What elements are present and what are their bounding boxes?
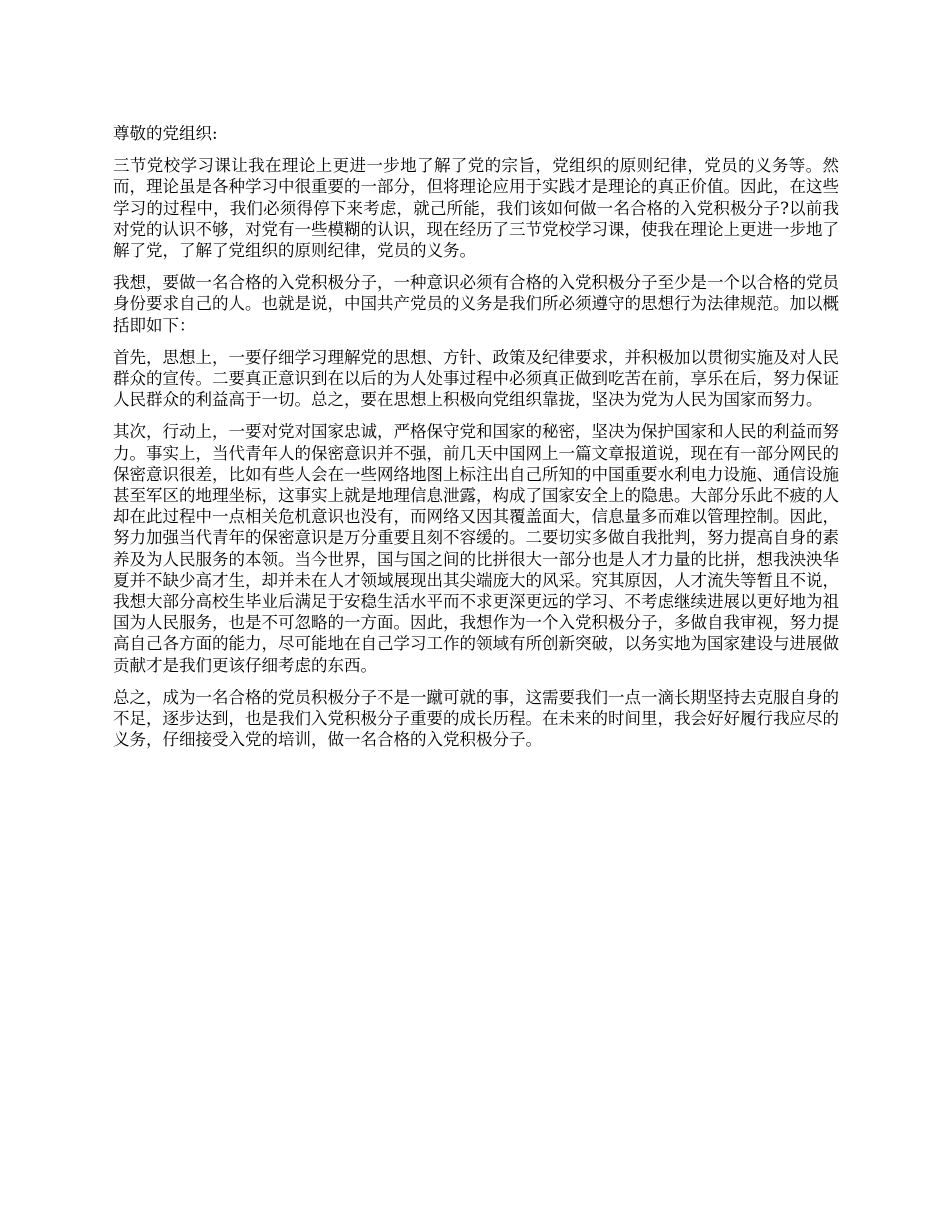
paragraph-2: 我想，要做一名合格的入党积极分子，一种意识必须有合格的入党积极分子至少是一个以合格的党员身份要求自己的人。也就是说，中国共产党员的义务是我们所必须遵守的思想行为法律规范。加以概括即如下： — [113, 273, 839, 335]
paragraph-1: 三节党校学习课让我在理论上更进一步地了解了党的宗旨，党组织的原则纪律，党员的义务等。然而，理论虽是各种学习中很重要的一部分，但将理论应用于实践才是理论的真正价值。因此，在这些学习的过程中，我们必须得停下来考虑，就己所能，我们该如何做一名合格的入党积极分子?以前我对党的认识不够，对党有一些模糊的认识，现在经历了三节党校学习课，使我在理论上更进一步地了解了党，了解了党组织的原则纪律，党员的义务。 — [113, 156, 839, 261]
salutation: 尊敬的党组织: — [113, 124, 218, 143]
paragraph-4: 其次，行动上，一要对党对国家忠诚，严格保守党和国家的秘密，坚决为保护国家和人民的利益而努力。事实上，当代青年人的保密意识并不强，前几天中国网上一篇文章报道说，现在有一部分网民的保密意识很差，比如有些人会在一些网络地图上标注出自己所知的中国重要水利电力设施、通信设施甚至军区的地理坐标，这事实上就是地理信息泄露，构成了国家安全上的隐患。大部分乐此不疲的人却在此过程中一点相关危机意识也没有，而网络又因其覆盖面大，信息量多而难以管理控制。因此，努力加强当代青年的保密意识是万分重要且刻不容缓的。二要切实多做自我批判，努力提高自身的素养及为人民服务的本领。当今世界，国与国之间的比拼很大一部分也是人才力量的比拼，想我泱泱华夏并不缺少高才生，却并未在人才领域展现出其尖端庞大的风采。究其原因，人才流失等暂且不说，我想大部分高校生毕业后满足于安稳生活水平而不求更深更远的学习、不考虑继续进展以更好地为祖国为人民服务，也是不可忽略的一方面。因此，我想作为一个入党积极分子，多做自我审视，努力提高自己各方面的能力，尽可能地在自己学习工作的领域有所创新突破，以务实地为国家建设与进展做贡献才是我们更该仔细考虑的东西。 — [113, 422, 839, 675]
paragraph-5: 总之，成为一名合格的党员积极分子不是一蹴可就的事，这需要我们一点一滴长期坚持去克服自身的不足，逐步达到，也是我们入党积极分子重要的成长历程。在未来的时间里，我会好好履行我应尽的义务，仔细接受入党的培训，做一名合格的入党积极分子。 — [113, 687, 839, 750]
paragraph-3: 首先，思想上，一要仔细学习理解党的思想、方针、政策及纪律要求，并积极加以贯彻实施及对人民群众的宣传。二要真正意识到在以后的为人处事过程中必须真正做到吃苦在前，享乐在后，努力保证人民群众的利益高于一切。总之，要在思想上积极向党组织靠拢，坚决为党为人民为国家而努力。 — [113, 347, 839, 410]
document-page — [113, 123, 839, 761]
